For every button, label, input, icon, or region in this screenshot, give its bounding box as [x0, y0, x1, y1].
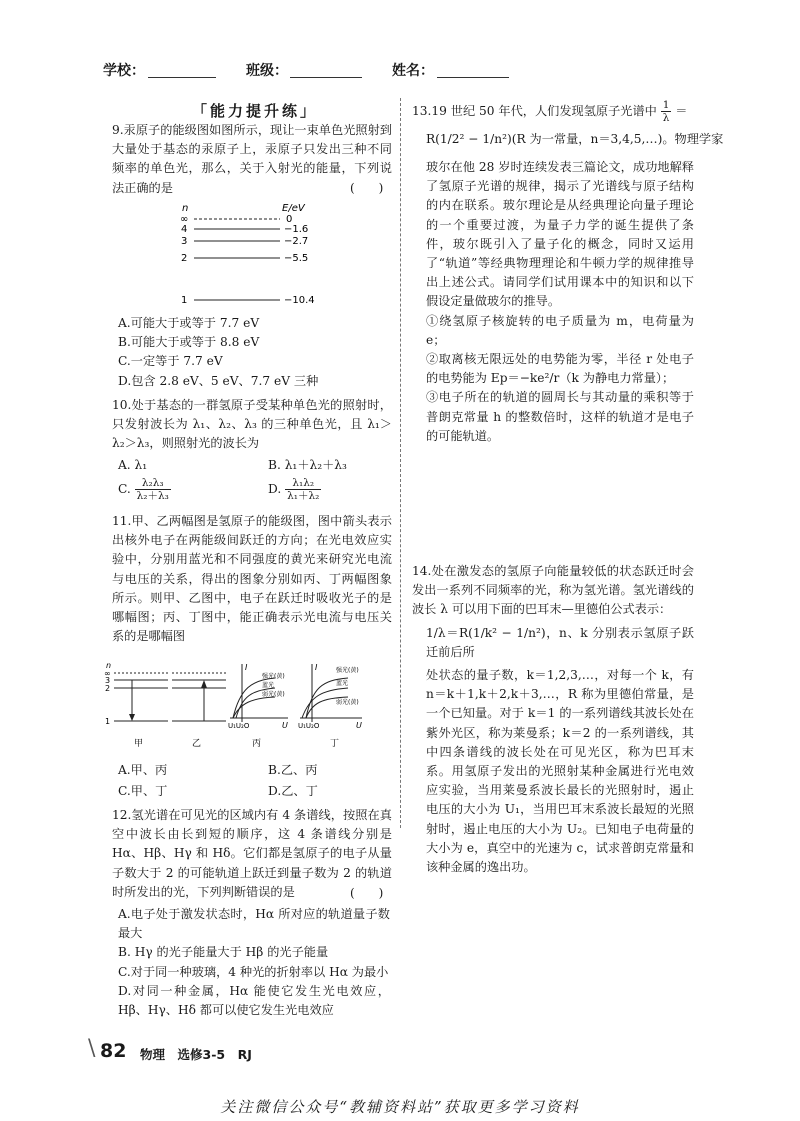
q11-text: 11.甲、乙两幅图是氢原子的能级图，图中箭头表示出核外电子在两能级间跃迁的方向；在光电效应实验中，分别用蓝光和不同强度的黄光来研究光电流与电压的关系，得出的图象分别如丙、丁两幅图象所示。则甲、乙图中，电子在跃迁时吸收光子的是哪幅图；丙、丁图中，能正确表示光电流与电压关系的是哪幅图: [112, 514, 392, 644]
q9-option-a: A.可能大于或等于 7.7 eV: [118, 316, 260, 330]
q9-level-1-e: −10.4: [284, 295, 315, 306]
q14-text-1: 14.处在激发态的氢原子向能量较低的状态跃迁时会发出一系列不同频率的光，称为氢光谱。氢光谱线的波长 λ 可以用下面的巴耳末—里德伯公式表示：: [412, 564, 694, 617]
q13-assumption-3: ③电子所在的轨道的圆周长与其动量的乘积等于普朗克常量 h 的整数倍时，这样的轨道才是电子的可能轨道。: [426, 390, 694, 443]
page-header: [0, 60, 800, 84]
q9-axis-e: E/eV: [282, 203, 305, 214]
q9-level-3-n: 3: [181, 236, 188, 247]
question-10: [112, 396, 392, 454]
q9-level-inf-e: 0: [286, 214, 293, 225]
q13-line1-prefix: 13.19 世纪 50 年代，人们发现氢原子光谱中: [412, 104, 657, 118]
q10-option-d-prefix: D.: [268, 482, 282, 496]
q9-level-2-e: −5.5: [284, 253, 309, 264]
q12-options: [118, 905, 390, 1020]
name-blank: [437, 77, 509, 78]
q11-jia-2: 2: [105, 684, 111, 693]
q11-option-a: A.甲、丙: [118, 763, 168, 777]
q11-ding-label: 丁: [330, 739, 340, 749]
bottom-note: 关注微信公众号“教辅资料站”获取更多学习资料: [220, 1098, 580, 1116]
column-divider: [400, 98, 401, 828]
q11-bing-label-blue: 蓝光: [262, 682, 275, 689]
q10-option-c: [118, 477, 171, 502]
q9-axis-n: n: [182, 203, 189, 214]
q10-text: 10.处于基态的一群氢原子受某种单色光的照射时，只发射波长为 λ₁、λ₂、λ₃ 的三种单色光，且 λ₁＞λ₂＞λ₃，则照射光的波长为: [112, 398, 392, 451]
q10-option-d-num: λ₁λ₂: [285, 477, 321, 490]
q11-jia-1: 1: [105, 717, 111, 726]
footer-subject: 物理 选修3-5 RJ: [140, 1047, 252, 1062]
q9-level-3-e: −2.7: [284, 236, 309, 247]
q11-bing-label-weak: 弱光(黄): [262, 691, 285, 698]
q10-option-d-den: λ₁＋λ₂: [287, 490, 320, 502]
q9-level-4-e: −1.6: [284, 224, 309, 235]
q11-ding-label-strong: 强光(黄): [336, 667, 359, 674]
q12-option-a: A.电子处于激发状态时，Hα 所对应的轨道量子数最大: [118, 907, 390, 941]
q11-bing-i-label: I: [245, 663, 248, 672]
q11-bing-u-label: U: [282, 721, 288, 730]
q13-formula-line: R(1/2² − 1/n²)(R 为一常量，n＝3,4,5,…)。物理学家: [426, 132, 724, 146]
q9-level-4-n: 4: [181, 224, 188, 235]
q11-bing-u-ticks: U₁U₂O: [228, 722, 250, 730]
q12-option-b: B. Hγ 的光子能量大于 Hβ 的光子能量: [118, 945, 329, 960]
q11-ding-u-ticks: U₁U₂O: [298, 722, 320, 730]
q9-level-inf-n: ∞: [180, 214, 189, 225]
school-label: 学校：: [103, 63, 145, 79]
q11-option-d: D.乙、丁: [268, 784, 318, 798]
q9-answer-bracket: ( ): [350, 181, 384, 195]
q10-option-c-den: λ₂＋λ₃: [136, 490, 169, 502]
q10-option-d: [268, 477, 321, 502]
q11-bing-label-strong: 强光(黄): [262, 673, 285, 680]
q13-assumption-2: ②取离核无限远处的电势能为零，半径 r 处电子的电势能为 Ep＝−ke²/r（k 为静电力常量）；: [426, 352, 694, 386]
q9-text: 9.汞原子的能级图如图所示，现让一束单色光照射到大量处于基态的汞原子上，汞原子只发出三种不同频率的单色光，那么，关于入射光的能量，下列说法正确的是: [112, 123, 392, 195]
q10-option-c-fraction: [135, 477, 171, 502]
q10-option-c-prefix: C.: [118, 482, 131, 496]
q11-ding-label-weak: 弱光(黄): [336, 699, 359, 706]
q12-option-d: D.对同一种金属，Hα 能使它发生光电效应，Hβ、Hγ、Hδ 都可以使它发生光电效应: [118, 983, 390, 1018]
q11-jia-3: 3: [105, 676, 111, 685]
class-label: 班级：: [246, 63, 288, 79]
q12-text: 12.氢光谱在可见光的区域内有 4 条谱线，按照在真空中波长由长到短的顺序，这 4 条谱线分别是 Hα、Hβ、Hγ 和 Hδ。它们都是氢原子的电子从量子数大于 2 的可能轨道上跃迁到量子数为 2 的轨道时所发出的光，下列判断错误的是: [112, 808, 392, 899]
q11-ding-label-blue: 蓝光: [336, 680, 349, 687]
q9-option-c: C.一定等于 7.7 eV: [118, 354, 223, 369]
name-label: 姓名：: [392, 63, 434, 79]
q13-line1-frac-den: λ: [662, 112, 670, 124]
q13-body: 玻尔在他 28 岁时连续发表三篇论文，成功地解释了氢原子光谱的规律，揭示了光谱线与原子结构的内在联系。玻尔理论是从经典理论向量子理论的一个重要过渡，为量子力学的诞生提供了条件，玻尔既引入了量子化的概念，同时又运用了“轨道”等经典物理理论和牛顿力学的规律推导出上述公式。请同学们试用课本中的知识和以下假设定量做玻尔的推导。: [426, 160, 694, 309]
q9-level-2-n: 2: [181, 253, 188, 264]
q9-level-1-n: 1: [181, 295, 188, 306]
q11-ding-u-label: U: [356, 721, 362, 730]
q10-option-b: B. λ₁＋λ₂＋λ₃: [268, 458, 347, 472]
q11-jia-arrow-head: [129, 714, 135, 721]
q11-yi-label: 乙: [192, 739, 202, 749]
q11-option-b: B.乙、丙: [268, 763, 318, 777]
q9-option-b: B.可能大于或等于 8.8 eV: [118, 335, 260, 350]
q11-bing-label: 丙: [252, 739, 262, 749]
q11-yi-arrow-head: [201, 680, 207, 688]
page-number: 82: [100, 1040, 127, 1062]
q13-line1-frac-num: 1: [662, 99, 670, 111]
school-blank: [148, 77, 216, 78]
section-title: 「能力提升练」: [191, 102, 318, 120]
q11-jia-label: 甲: [134, 739, 144, 749]
q14-text-2: 处状态的量子数，k＝1,2,3,…，对每一个 k，有 n＝k＋1,k＋2,k＋3,…，R 称为里德伯常量，是一个已知量。对于 k＝1 的一系列谱线其波长处在紫外光区，称为莱曼系；k＝2 的一系列谱线，其中四条谱线的波长处在可见光区，称为巴耳末系。用氢原子发出的光照射某种金属进行光电效应实验，当用莱曼系波长最长的光照射时，遏止电压的大小为 U₁，当用巴耳末系波长最短的光照射时，遏止电压的大小为 U₂。已知电子电荷量的大小为 e，真空中的光速为 c，试求普朗克常量和该种金属的逸出功。: [426, 668, 694, 875]
q13-line1-suffix: ＝: [675, 104, 688, 118]
q11-ding-i-label: I: [315, 663, 318, 672]
q11-jia-n: n: [106, 661, 112, 670]
q9-options: [118, 314, 388, 391]
q10-option-a: A. λ₁: [118, 458, 148, 472]
footer-slash: \: [88, 1036, 96, 1061]
q10-option-d-fraction: [285, 477, 321, 502]
q14-formula: 1/λ＝R(1/k² − 1/n²)，n、k 分别表示氢原子跃迁前后所: [426, 625, 694, 659]
q9-energy-diagram: [170, 200, 330, 310]
class-blank: [290, 77, 362, 78]
question-13: [426, 158, 694, 446]
q12-option-c: C.对于同一种玻璃，4 种光的折射率以 Hα 为最小: [118, 964, 389, 979]
q11-option-c: C.甲、丁: [118, 784, 168, 798]
q10-option-c-num: λ₂λ₃: [135, 477, 171, 490]
q13-first-line: [412, 99, 694, 124]
q11-jia-inf: ∞: [104, 669, 111, 678]
question-11: [112, 512, 392, 646]
q11-figure: [100, 658, 390, 756]
q13-assumption-1: ①绕氢原子核旋转的电子质量为 m，电荷量为 e；: [426, 313, 694, 347]
q12-answer-bracket: ( ): [350, 886, 384, 900]
q13-line1-fraction: [661, 99, 672, 124]
question-14: [412, 562, 694, 877]
q9-option-d: D.包含 2.8 eV、5 eV、7.7 eV 三种: [118, 373, 319, 388]
